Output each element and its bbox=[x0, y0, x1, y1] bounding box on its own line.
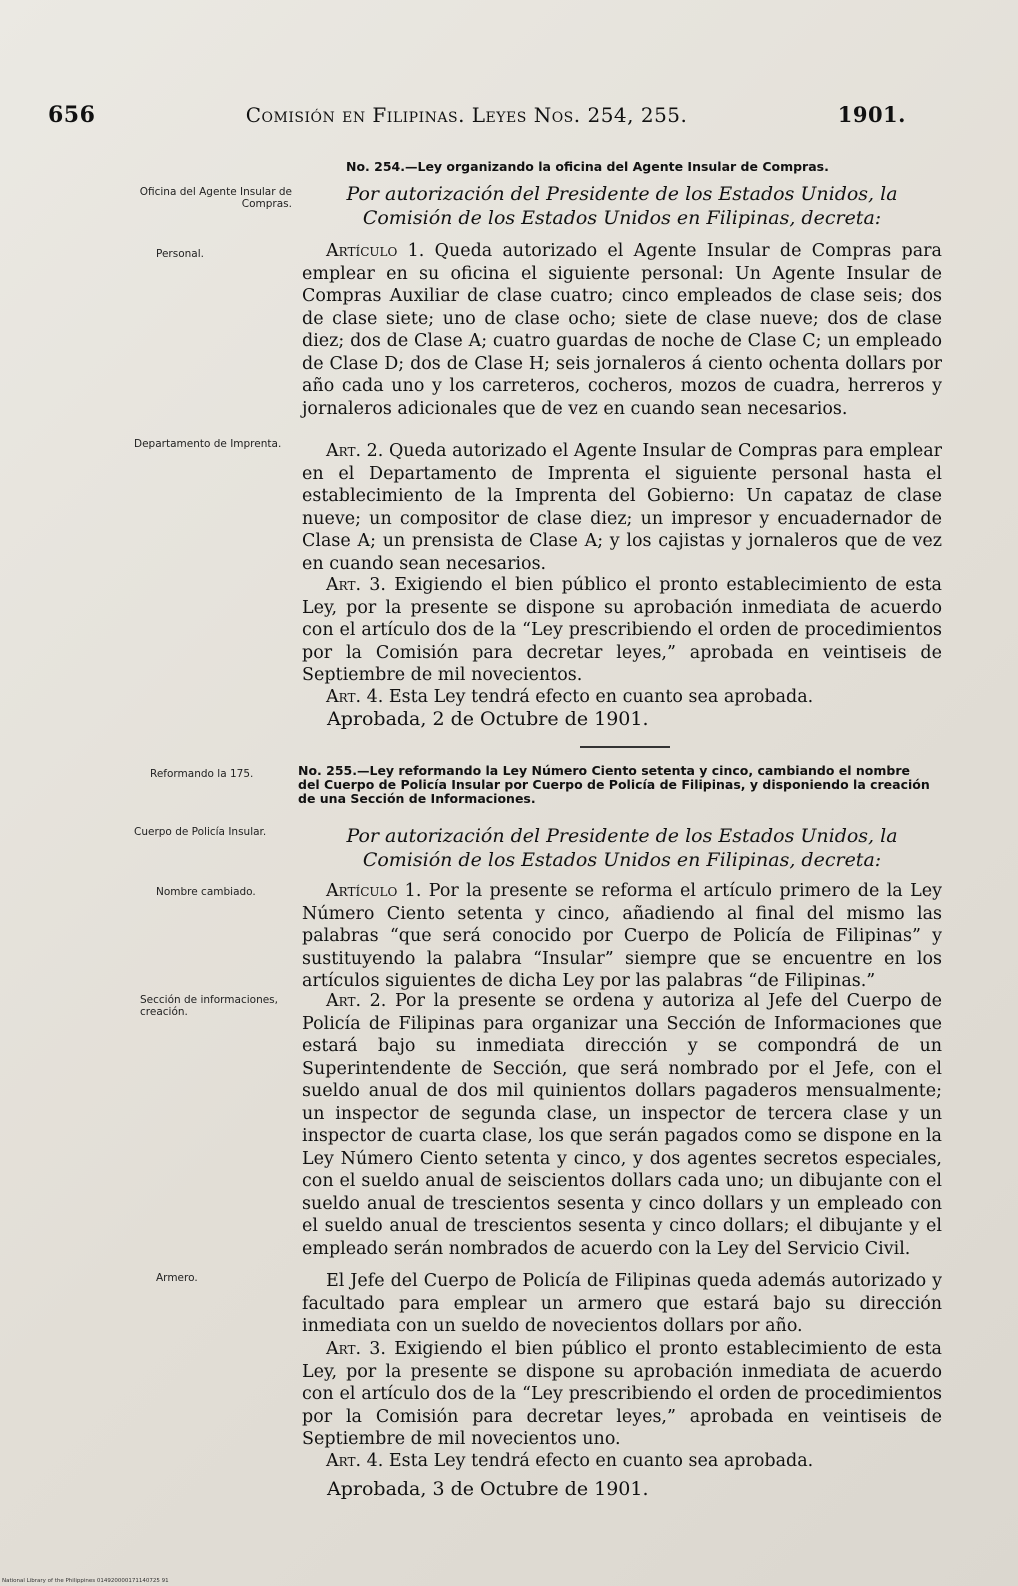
library-credit: National Library of the Philippines 014920000171140725 91 bbox=[2, 1578, 169, 1584]
margin-note-police: Cuerpo de Policía Insular. bbox=[134, 826, 267, 838]
law-255-heading: No. 255.—Ley reformando la Ley Número Ciento setenta y cinco, cambiando el nombre del Cuerpo de Policía Insular por Cuerpo de Policía de Filipinas, y disponiendo la creación de una Sección de Informaciones. bbox=[298, 763, 930, 806]
law-254-heading: No. 254.—Ley organizando la oficina del Agente Insular de Compras. bbox=[346, 159, 829, 174]
running-title: Comisión en Filipinas. Leyes Nos. 254, 255. bbox=[245, 103, 688, 127]
law-255-article-4 bbox=[302, 1450, 942, 1473]
article-label: Art. 3. bbox=[326, 1339, 386, 1359]
law-254-article-1 bbox=[302, 240, 942, 420]
law-254-article-4 bbox=[302, 686, 942, 709]
article-text: Por la presente se reforma el artículo primero de la Ley Número Ciento setenta y cinco, añadiendo al final del mismo las palabras “que será conocido por Cuerpo de Policía de Filipinas” y sustituyendo la palabra “Insular” siempre que se encuentre en los artículos siguientes de dicha Ley por las palabras “de Filipinas.” bbox=[302, 881, 942, 991]
article-text: Exigiendo el bien público el pronto establecimiento de esta Ley, por la presente se dispone su aprobación inmediata de acuerdo con el artículo dos de la “Ley prescribiendo el orden de procedimientos por la Comisión para decretar leyes,” aprobada en veintiseis de Septiembre de mil novecientos. bbox=[302, 575, 942, 685]
law-255-article-2 bbox=[302, 990, 942, 1260]
law-254-decree: Por autorización del Presidente de los Estados Unidos, la Comisión de los Estados Unidos en Filipinas, decreta: bbox=[346, 183, 898, 229]
article-text: Queda autorizado el Agente Insular de Compras para emplear en el Departamento de Imprenta el siguiente personal hasta el establecimiento de la Imprenta del Gobierno: Un capataz de clase nueve; un compositor de clase diez; un impresor y encuadernador de Clase A; un prensista de Clase A; y los cajistas y jornaleros que de vez en cuando sean necesarios. bbox=[302, 441, 942, 574]
margin-note-office: Oficina del Agente Insular de Compras. bbox=[139, 186, 292, 210]
page-header bbox=[48, 102, 906, 132]
law-254-article-2 bbox=[302, 440, 942, 575]
margin-note-reform: Reformando la 175. bbox=[150, 768, 254, 780]
article-label: Artículo 1. bbox=[326, 881, 422, 901]
article-label: Art. 2. bbox=[326, 991, 387, 1011]
section-divider bbox=[580, 746, 670, 748]
law-254-article-3 bbox=[302, 574, 942, 687]
law-255-armorer-paragraph bbox=[302, 1270, 942, 1338]
margin-note-printing: Departamento de Imprenta. bbox=[134, 438, 282, 450]
law-254-approved: Aprobada, 2 de Octubre de 1901. bbox=[327, 708, 649, 730]
article-label: Artículo 1. bbox=[326, 241, 425, 261]
armorer-text: El Jefe del Cuerpo de Policía de Filipinas queda además autorizado y facultado para emplear un armero que estará bajo su dirección inmediata con un sueldo de novecientos dollars por año. bbox=[302, 1271, 942, 1336]
article-text: Exigiendo el bien público el pronto establecimiento de esta Ley, por la presente se dispone su aprobación inmediata de acuerdo con el artículo dos de la “Ley prescribiendo el orden de procedimientos por la Comisión para decretar leyes,” aprobada en veintiseis de Septiembre de mil novecientos uno. bbox=[302, 1339, 942, 1449]
law-255-decree: Por autorización del Presidente de los Estados Unidos, la Comisión de los Estados Unidos en Filipinas, decreta: bbox=[346, 825, 898, 871]
law-255-approved: Aprobada, 3 de Octubre de 1901. bbox=[327, 1478, 649, 1500]
article-label: Art. 4. bbox=[326, 1451, 384, 1471]
article-text: Por la presente se ordena y autoriza al Jefe del Cuerpo de Policía de Filipinas para organizar una Sección de Informaciones que estará bajo su inmediata dirección y se compondrá de un Superintendente de Sección, que será nombrado por el Jefe, con el sueldo anual de dos mil quinientos dollars pagaderos mensualmente; un inspector de segunda clase, un inspector de tercera clase y un inspector de cuarta clase, los que serán pagados como se dispone en la Ley Número Ciento setenta y cinco, y dos agentes secretos especiales, con el sueldo anual de seiscientos dollars cada uno; un dibujante con el sueldo anual de trescientos sesenta y cinco dollars y un empleado con el sueldo anual de trescientos sesenta y cinco dollars; el dibujante y el empleado serán nombrados de acuerdo con la Ley del Servicio Civil. bbox=[302, 991, 942, 1259]
law-255-article-3 bbox=[302, 1338, 942, 1451]
article-label: Art. 4. bbox=[326, 687, 384, 707]
margin-note-personnel: Personal. bbox=[156, 248, 204, 260]
article-text: Esta Ley tendrá efecto en cuanto sea aprobada. bbox=[388, 1451, 814, 1471]
article-label: Art. 2. bbox=[326, 441, 384, 461]
article-label: Art. 3. bbox=[326, 575, 386, 595]
law-255-article-1 bbox=[302, 880, 942, 993]
margin-note-section: Sección de informaciones, creación. bbox=[140, 994, 278, 1018]
header-year: 1901. bbox=[837, 102, 906, 127]
margin-note-name-change: Nombre cambiado. bbox=[156, 886, 256, 898]
page-number: 656 bbox=[48, 102, 96, 128]
article-text: Esta Ley tendrá efecto en cuanto sea aprobada. bbox=[388, 687, 814, 707]
article-text: Queda autorizado el Agente Insular de Compras para emplear en su oficina el siguiente personal: Un Agente Insular de Compras Auxiliar de clase cuatro; cinco empleados de clase seis; dos de clase siete; uno de clase ocho; siete de clase nueve; dos de clase diez; dos de Clase A; cuatro guardas de noche de Clase C; un empleado de Clase D; dos de Clase H; seis jornaleros á ciento ochenta dollars por año cada uno y los carreteros, cocheros, mozos de cuadra, herreros y jornaleros adicionales que de vez en cuando sean necesarios. bbox=[302, 241, 942, 419]
margin-note-armorer: Armero. bbox=[156, 1272, 198, 1284]
